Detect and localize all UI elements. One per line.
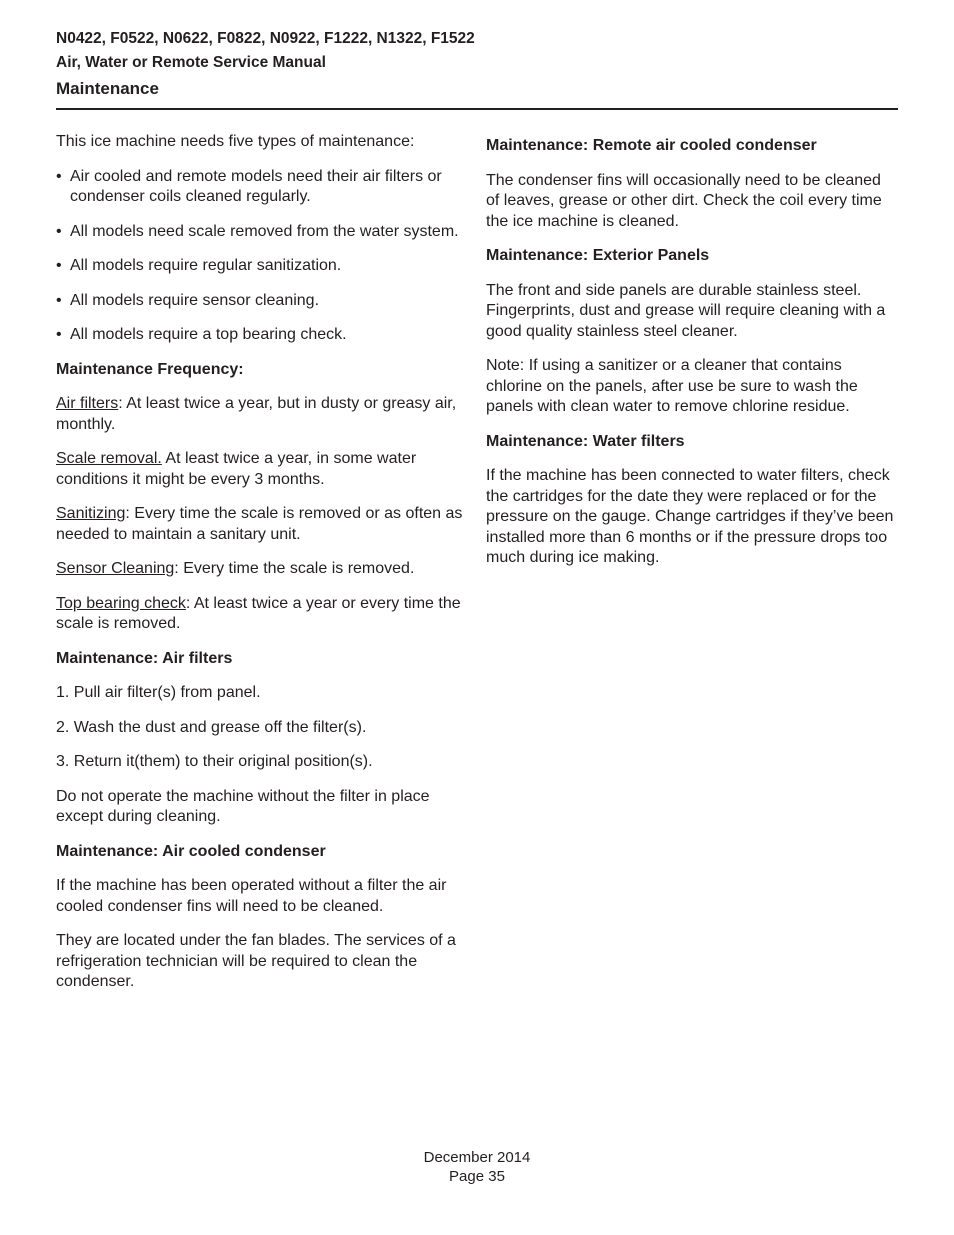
condenser-paragraph: They are located under the fan blades. The services of a refrigeration technician will be required to clean the condenser. (56, 932, 456, 990)
bullet-icon: • (56, 326, 62, 343)
chlorine-note: Note: If using a sanitizer or a cleaner that contains chlorine on the panels, after use be sure to wash the panels with clean water to remove chlorine residue. (486, 357, 858, 415)
list-item: • All models require regular sanitization. (56, 256, 466, 277)
bullet-icon: • (56, 257, 62, 274)
remote-condenser-heading: Maintenance: Remote air cooled condenser (486, 137, 817, 154)
frequency-item: Scale removal. At least twice a year, in some water conditions it might be every 3 months. (56, 450, 417, 488)
frequency-term: Top bearing check (56, 594, 186, 612)
frequency-term: Sanitizing (56, 505, 126, 522)
water-filters-heading: Maintenance: Water filters (486, 432, 685, 450)
frequency-term: Sensor Cleaning (56, 560, 175, 577)
step-item: 2. Wash the dust and grease off the filter(s). (56, 718, 367, 736)
right-column (486, 136, 898, 583)
frequency-term: Air filters (56, 395, 119, 412)
frequency-item: Sensor Cleaning: Every time the scale is removed. (56, 560, 415, 577)
step-item: 1. Pull air filter(s) from panel. (56, 684, 261, 701)
list-item: • All models require sensor cleaning. (56, 291, 466, 312)
manual-title: Air, Water or Remote Service Manual (56, 54, 326, 71)
model-numbers: N0422, F0522, N0622, F0822, N0922, F1222, N1322, F1522 (56, 30, 475, 47)
list-item: • Air cooled and remote models need their air filters or condenser coils cleaned regularly. (56, 167, 442, 205)
footer-date: December 2014 (423, 1149, 531, 1166)
filter-note: Do not operate the machine without the filter in place except during cleaning. (56, 787, 430, 825)
frequency-heading: Maintenance Frequency: (56, 360, 244, 378)
header-divider (56, 108, 898, 110)
remote-condenser-paragraph: The condenser fins will occasionally need to be cleaned of leaves, grease or other dirt. Check the coil every time the ice machine is cleaned. (486, 171, 882, 230)
maintenance-type-list (56, 167, 466, 346)
step-item: 3. Return it(them) to their original position(s). (56, 753, 373, 770)
exterior-panels-heading: Maintenance: Exterior Panels (486, 247, 710, 264)
list-item: • All models need scale removed from the water system. (56, 222, 466, 243)
page-number: Page 35 (449, 1168, 505, 1185)
frequency-item: Air filters: At least twice a year, but in dusty or greasy air, monthly. (56, 395, 457, 433)
section-title: Maintenance (56, 79, 159, 98)
frequency-item: Top bearing check: At least twice a year or every time the scale is removed. (56, 594, 461, 632)
page-footer (0, 1148, 954, 1186)
page-header (56, 29, 898, 100)
frequency-item: Sanitizing: Every time the scale is removed or as often as needed to maintain a sanitary unit. (56, 505, 463, 543)
exterior-panels-paragraph: The front and side panels are durable stainless steel. Fingerprints, dust and grease will require cleaning with a good quality stainless steel cleaner. (486, 281, 886, 340)
water-filters-paragraph: If the machine has been connected to water filters, check the cartridges for the date they were replaced or for the pressure on the gauge. Change cartridges if they’ve been installed more than 6 months or if the pressure drops too much during ice making. (486, 467, 894, 566)
bullet-icon: • (56, 222, 62, 240)
condenser-heading: Maintenance: Air cooled condenser (56, 842, 326, 860)
bullet-icon: • (56, 291, 62, 309)
frequency-term: Scale removal. (56, 450, 162, 467)
intro-text: This ice machine needs five types of maintenance: (56, 133, 415, 150)
left-column (56, 132, 466, 1007)
bullet-icon: • (56, 167, 62, 185)
condenser-paragraph: If the machine has been operated without a filter the air cooled condenser fins will need to be cleaned. (56, 877, 447, 915)
air-filters-heading: Maintenance: Air filters (56, 649, 233, 667)
list-item: • All models require a top bearing check. (56, 325, 466, 346)
